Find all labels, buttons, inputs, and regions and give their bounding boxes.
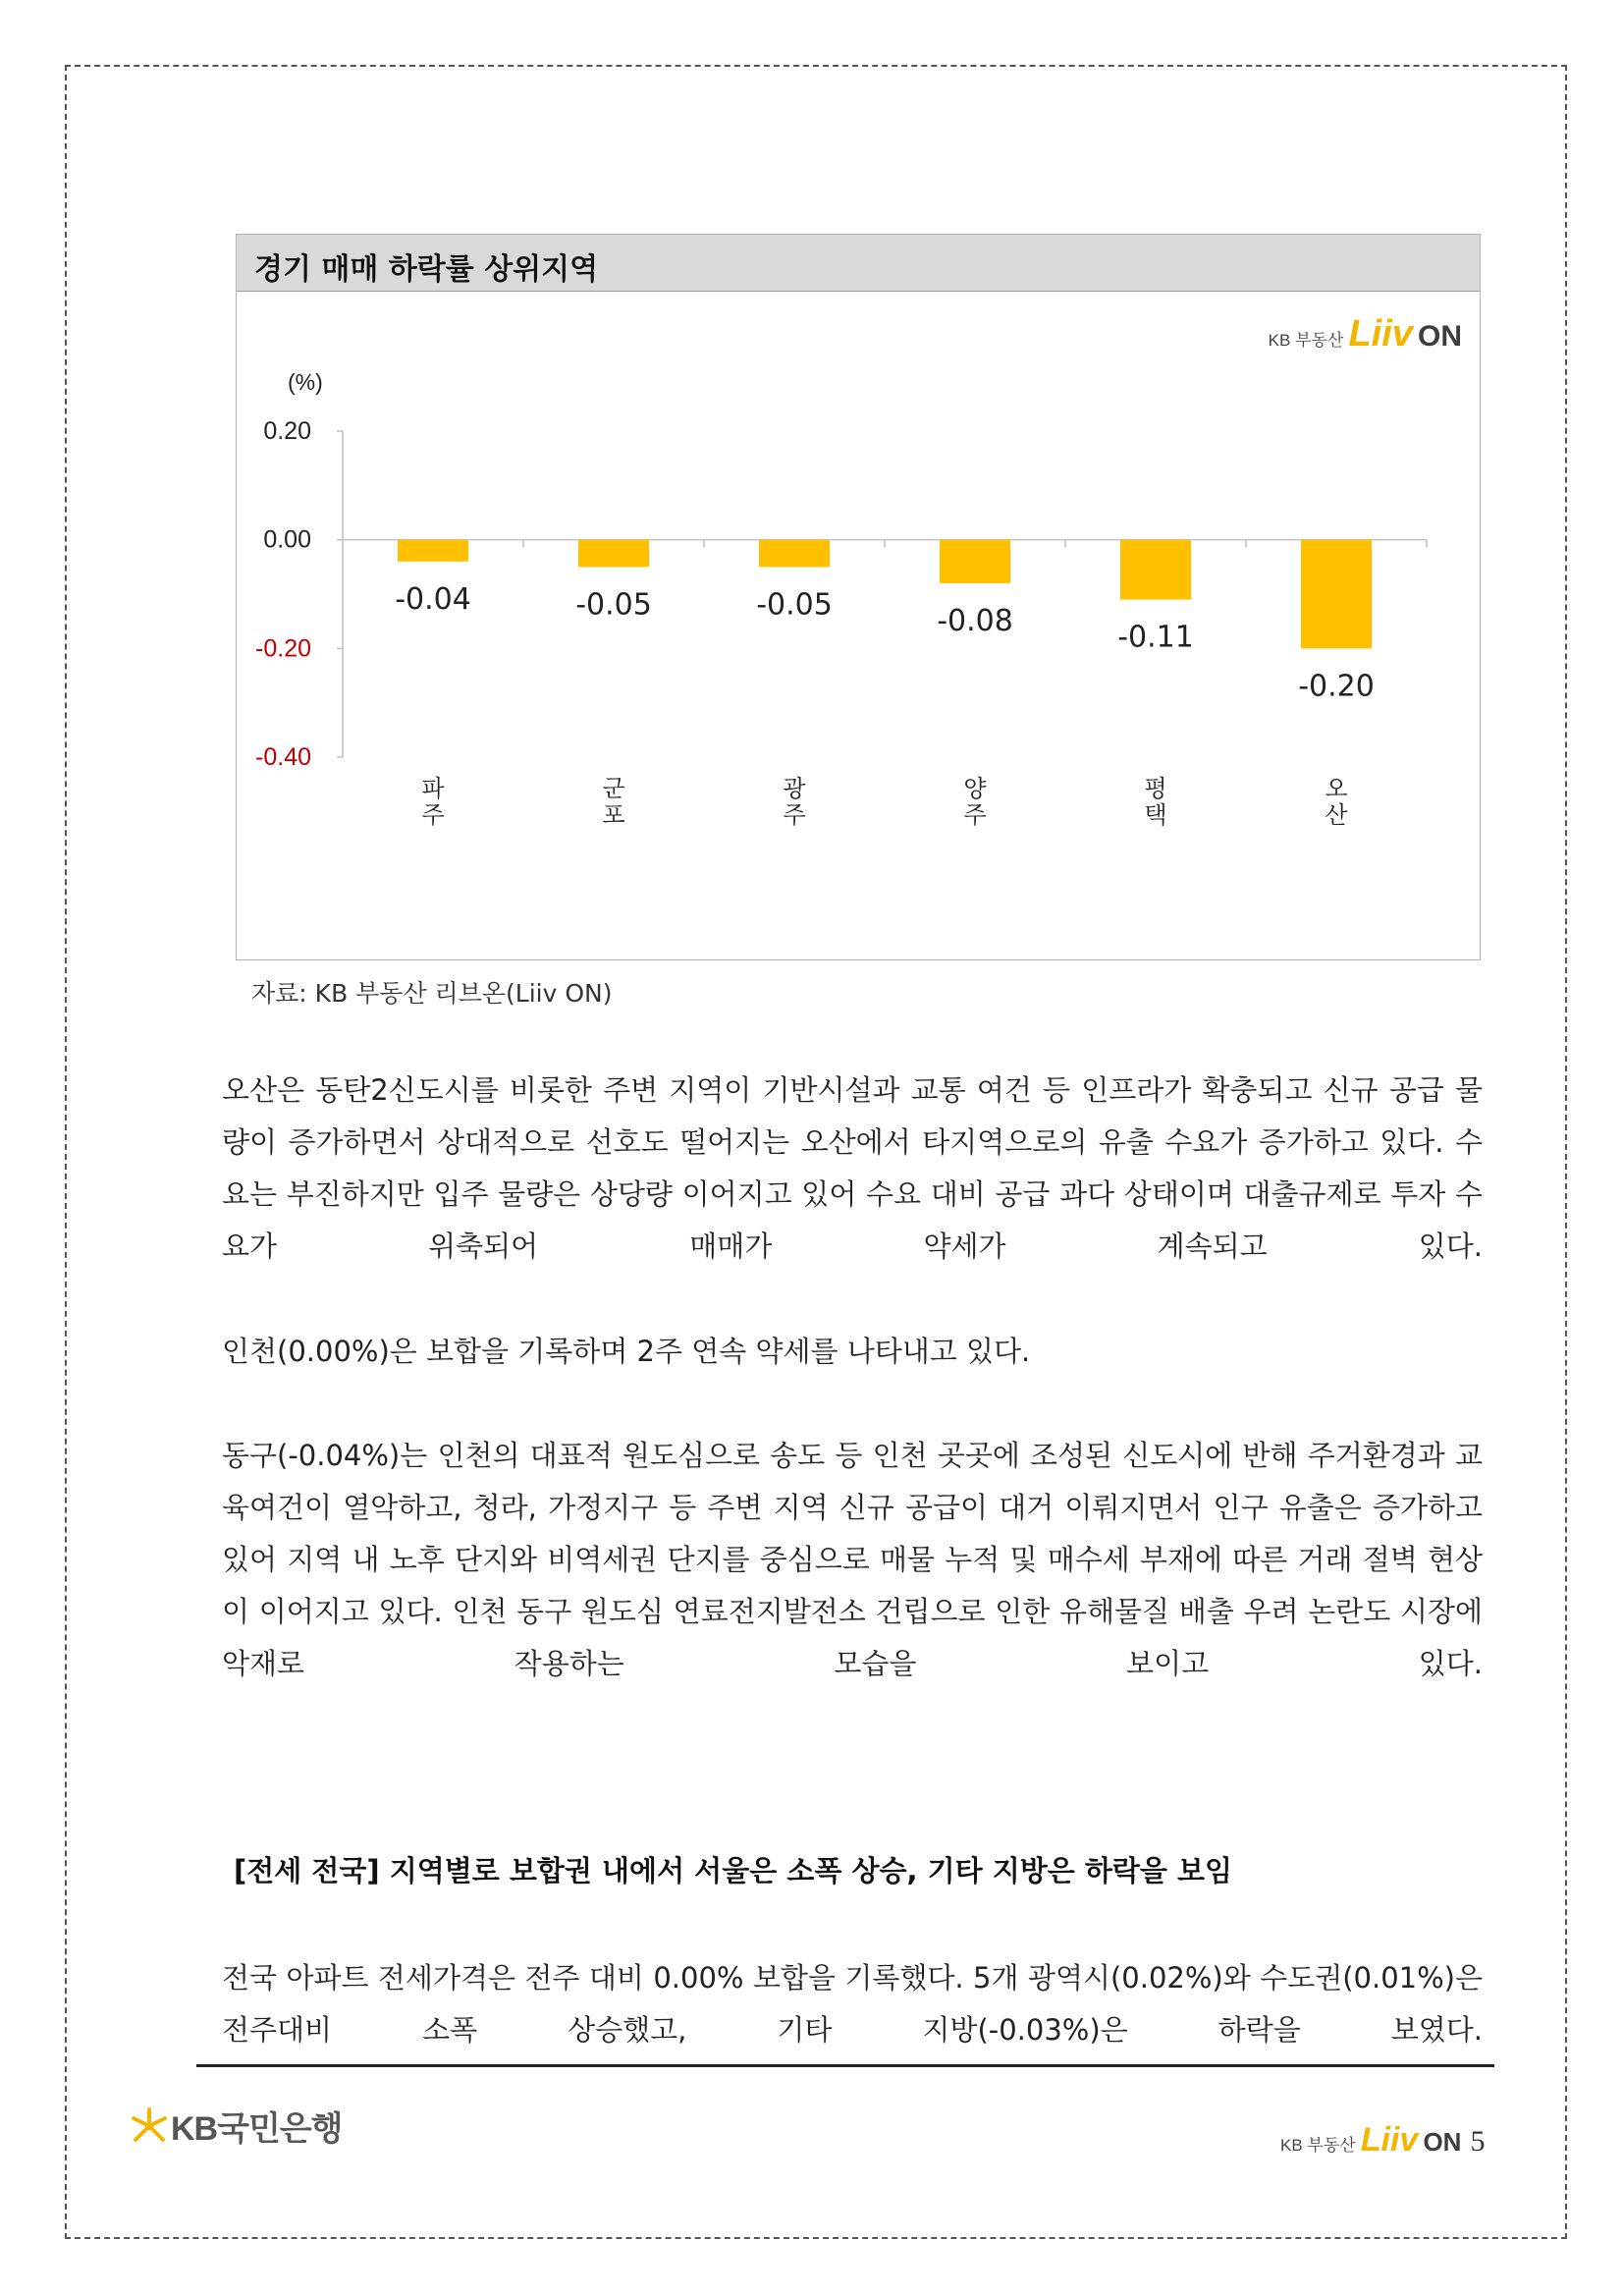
bar [940,540,1010,583]
page-number: 5 [1470,2125,1486,2158]
logo-liiv-text: Liiv [1348,313,1413,355]
bar-chart [237,235,1482,961]
bar-value-label: -0.05 [575,587,652,623]
y-tick-label: 0.20 [263,417,311,445]
x-category-label: 광 주 [783,775,806,829]
footer-divider [196,2064,1494,2067]
y-tick-label: 0.00 [263,525,311,554]
logo-on-text: ON [1418,320,1462,353]
logo-kb-text: KB 부동산 [1268,331,1344,350]
bar-value-label: -0.20 [1298,669,1375,704]
bar-value-label: -0.11 [1117,620,1194,655]
kb-bank-name: KB국민은행 [171,2110,343,2148]
bar [1301,540,1372,649]
kb-star-icon [128,2106,171,2146]
paragraph-donggu: 동구(-0.04%)는 인천의 대표적 원도심으로 송도 등 인천 곳곳에 조성된 신도시에 반해 주거환경과 교육여건이 열악하고, 청라, 가정지구 등 주변 지역 신규 공급이 대거 이뤄지면서 인구 유출은 증가하고 있어 지역 내 노후 단지와 비역세권 단지를 중심으로 매물 누적 및 매수세 부재에 따른 거래 절벽 현상이 이어지고 있다. 인천 동구 원도심 연료전지발전소 건립으로 인한 유해물질 배출 우려 논란도 시장에 악재로 작용하는 모습을 보이고 있다. [222,1439,1483,1680]
x-category-label: 군 포 [602,775,625,829]
x-category-label: 오 산 [1325,775,1348,829]
bar-value-label: -0.04 [395,581,471,617]
paragraph-incheon: 인천(0.00%)은 보합을 기록하며 2주 연속 약세를 나타내고 있다. [222,1335,1031,1368]
y-tick-label: -0.40 [255,743,311,771]
x-category-label: 양 주 [963,775,987,829]
chart-source: 자료: KB 부동산 리브온(Liiv ON) [251,979,613,1008]
footer-liiv-logo [1280,2121,1486,2159]
bar [398,540,468,562]
bar [1120,540,1191,600]
bar-value-label: -0.05 [756,587,833,623]
y-tick-label: -0.20 [255,634,311,663]
paragraph-jeonse: 전국 아파트 전세가격은 전주 대비 0.00% 보합을 기록했다. 5개 광역시(0.02%)와 수도권(0.01%)은 전주대비 소폭 상승했고, 기타 지방(-0.03%)은 하락을 보였다. [222,1961,1483,2047]
footer-logo-kb-text: KB 부동산 [1280,2136,1356,2155]
paragraph-osan: 오산은 동탄2신도시를 비롯한 주변 지역이 기반시설과 교통 여건 등 인프라가 확충되고 신규 공급 물량이 증가하면서 상대적으로 선호도 떨어지는 오산에서 타지역으로의 유출 수요가 증가하고 있다. 수요는 부진하지만 입주 물량은 상당량 이어지고 있어 수요 대비 공급 과다 상태이며 대출규제로 투자 수요가 위축되어 매매가 약세가 계속되고 있다. [222,1073,1483,1263]
footer-logo-liiv-text: Liiv [1360,2121,1419,2159]
bar [578,540,649,568]
section-heading: [전세 전국] 지역별로 보합권 내에서 서울은 소폭 상승, 기타 지방은 하락을 보임 [234,1854,1233,1887]
kb-bank-logo [128,2102,342,2150]
y-unit-label: (%) [288,369,323,395]
footer-logo-on-text: ON [1423,2127,1462,2157]
chart-title: 경기 매매 하락률 상위지역 [254,252,599,287]
chart-panel [236,234,1481,960]
x-category-label: 파 주 [421,775,445,829]
bar [759,540,830,568]
bar-value-label: -0.08 [937,603,1013,638]
x-category-label: 평 택 [1144,775,1167,829]
